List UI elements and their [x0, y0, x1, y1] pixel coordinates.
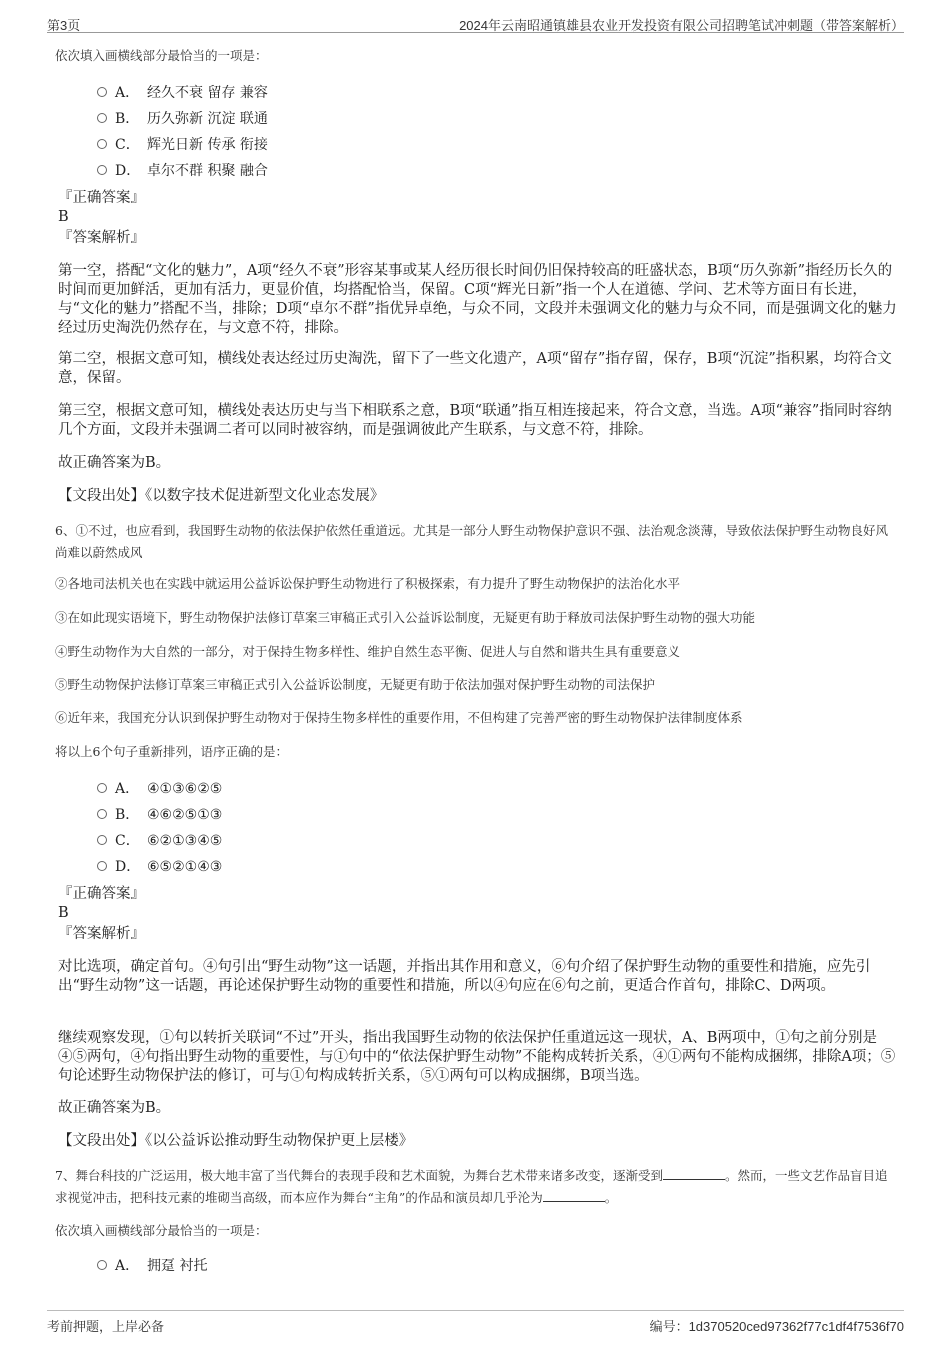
q6-source: 【文段出处】《以公益诉讼推动野生动物保护更上层楼》	[58, 1133, 414, 1149]
q6-option-c[interactable]: C． ⑥②①③④⑤	[97, 831, 222, 851]
answer-blank-1	[663, 1167, 725, 1180]
q6-option-d[interactable]: D． ⑥⑤②①④③	[97, 857, 222, 877]
q6-conclusion: 故正确答案为B。	[58, 1100, 171, 1116]
q5-option-a[interactable]: A． 经久不衰 留存 兼容	[97, 83, 268, 103]
q7-prompt: 依次填入画横线部分最恰当的一项是：	[55, 1223, 268, 1238]
radio-icon[interactable]	[97, 783, 107, 793]
q6-sentence-2: ②各地司法机关也在实践中就运用公益诉讼保护野生动物进行了积极探索，有力提升了野生动物保护的法治化水平	[55, 576, 681, 591]
q6-analysis-label: 『答案解析』	[58, 926, 145, 942]
q5-analysis-label: 『答案解析』	[58, 230, 145, 246]
radio-icon[interactable]	[97, 1260, 107, 1270]
q7-stem: 7、舞台科技的广泛运用，极大地丰富了当代舞台的表现手段和艺术面貌，为舞台艺术带来诸多改变，逐渐受到 。然而，一些文艺作品盲目追求视觉冲击，把科技元素的堆砌当高级，而本应作为舞台“主角”的作品和演员却几乎沦为 。	[55, 1168, 888, 1205]
page-number: 第3页	[47, 18, 81, 33]
q6-analysis-p2: 继续观察发现，①句以转折关联词“不过”开头，指出我国野生动物的依法保护任重道远这一现状，A、B两项中，①句之前分别是④⑤两句，④句指出野生动物的重要性，与①句中的“依法保护野生动物”不能构成转折关系，④①两句不能构成捆绑，排除A项；⑤句论述野生动物保护法的修订，可与①句构成转折关系，⑤①两句可以构成捆绑，B项当选。	[58, 1030, 896, 1084]
radio-icon[interactable]	[97, 165, 107, 175]
q6-prompt: 将以上6个句子重新排列，语序正确的是：	[55, 744, 288, 759]
q6-sentence-4: ④野生动物作为大自然的一部分，对于保持生物多样性、维护自然生态平衡、促进人与自然和谐共生具有重要意义	[55, 644, 681, 659]
q6-sentence-3: ③在如此现实语境下，野生动物保护法修订草案三审稿正式引入公益诉讼制度，无疑更有助于释放司法保护野生动物的强大功能	[55, 610, 756, 625]
q5-analysis-p2: 第二空，根据文意可知，横线处表达经过历史淘洗，留下了一些文化遗产，A项“留存”指存留，保存，B项“沉淀”指积累，均符合文意，保留。	[58, 351, 892, 386]
q6-option-a[interactable]: A． ④①③⑥②⑤	[97, 779, 222, 799]
footer-slogan: 考前押题，上岸必备	[47, 1319, 165, 1334]
radio-icon[interactable]	[97, 861, 107, 871]
q7-option-a[interactable]: A． 拥趸 衬托	[97, 1256, 207, 1276]
q6-analysis-p1: 对比选项，确定首句。④句引出“野生动物”这一话题，并指出其作用和意义，⑥句介绍了保护野生动物的重要性和措施，应先引出“野生动物”这一话题，再论述保护野生动物的重要性和措施，所以④句应在⑥句之前，更适合作首句，排除C、D两项。	[58, 959, 871, 994]
radio-icon[interactable]	[97, 87, 107, 97]
q5-source: 【文段出处】《以数字技术促进新型文化业态发展》	[58, 488, 385, 504]
q6-sentence-6: ⑥近年来，我国充分认识到保护野生动物对于保持生物多样性的重要作用，不但构建了完善严密的野生动物保护法律制度体系	[55, 710, 743, 725]
q6-option-b[interactable]: B． ④⑥②⑤①③	[97, 805, 222, 825]
radio-icon[interactable]	[97, 809, 107, 819]
q5-conclusion: 故正确答案为B。	[58, 455, 171, 471]
q6-sentence-1: 6、①不过，也应看到，我国野生动物的依法保护依然任重道远。尤其是一部分人野生动物保护意识不强、法治观念淡薄，导致依法保护野生动物良好风尚难以蔚然成风	[55, 523, 888, 560]
answer-blank-2	[543, 1189, 605, 1202]
q5-analysis-p1: 第一空，搭配“文化的魅力”，A项“经久不衰”形容某事或某人经历很长时间仍旧保持较高的旺盛状态，B项“历久弥新”指经历长久的时间而更加鲜活，更加有活力，更显价值，均搭配恰当，保留。C项“辉光日新”指一个人在道德、学问、艺术等方面日有长进，与“文化的魅力”搭配不当，排除；D项“卓尔不群”指优异卓绝，与众不同，文段并未强调文化的魅力与众不同，而是强调文化的魅力经过历史淘洗仍然存在，与文意不符，排除。	[58, 263, 897, 336]
q5-option-c[interactable]: C． 辉光日新 传承 衔接	[97, 135, 268, 155]
q6-answer-label: 『正确答案』	[58, 886, 145, 902]
q5-answer-label: 『正确答案』	[58, 190, 145, 206]
document-title: 2024年云南昭通镇雄县农业开发投资有限公司招聘笔试冲刺题（带答案解析）	[459, 18, 904, 33]
q5-prompt: 依次填入画横线部分最恰当的一项是：	[55, 48, 268, 63]
q5-option-b[interactable]: B． 历久弥新 沉淀 联通	[97, 109, 268, 129]
q6-sentence-5: ⑤野生动物保护法修订草案三审稿正式引入公益诉讼制度，无疑更有助于依法加强对保护野生动物的司法保护	[55, 677, 656, 692]
q5-option-d[interactable]: D． 卓尔不群 积聚 融合	[97, 161, 268, 181]
q6-answer: B	[58, 905, 69, 921]
radio-icon[interactable]	[97, 139, 107, 149]
q5-analysis-p3: 第三空，根据文意可知，横线处表达历史与当下相联系之意，B项“联通”指互相连接起来，符合文意，当选。A项“兼容”指同时容纳几个方面，文段并未强调二者可以同时被容纳，而是强调彼此产生联系，与文意不符，排除。	[58, 403, 892, 438]
document-id: 编号：1d370520ced97362f77c1df4f7536f70	[649, 1319, 904, 1334]
radio-icon[interactable]	[97, 835, 107, 845]
radio-icon[interactable]	[97, 113, 107, 123]
page-footer	[47, 1310, 904, 1333]
page-header	[47, 12, 904, 33]
q5-answer: B	[58, 209, 69, 225]
